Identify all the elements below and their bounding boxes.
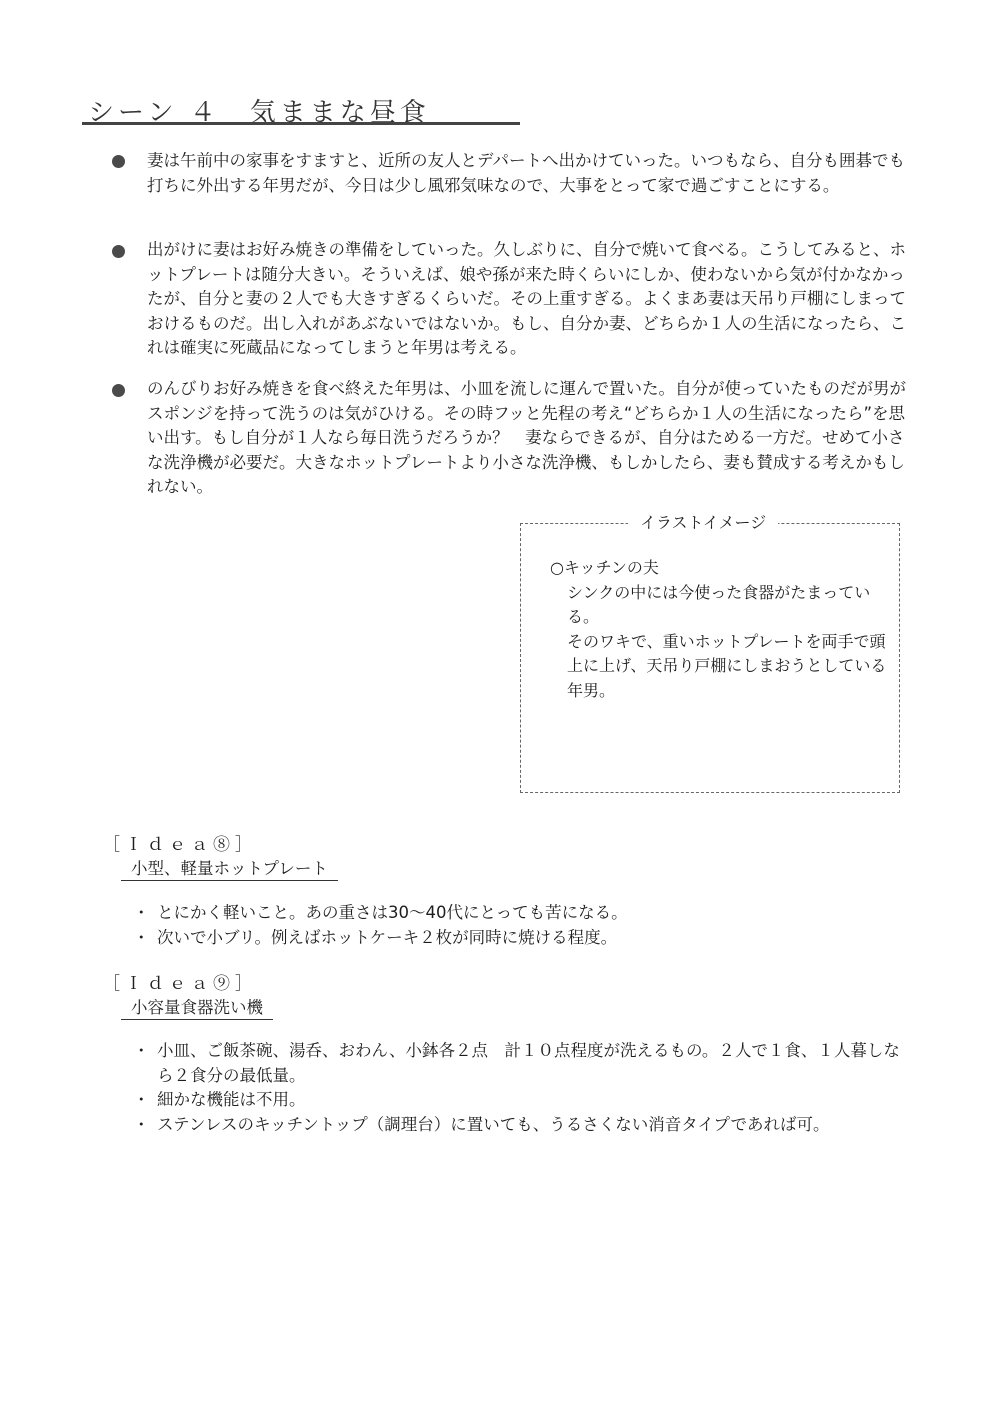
title-underline (82, 122, 520, 125)
idea-9-heading: ［Ｉｄｅａ⑨］ (103, 974, 257, 994)
dot-icon: ・ (133, 1114, 150, 1134)
paragraph-3: のんびりお好み焼きを食べ終えた年男は、小皿を流しに運んで置いた。自分が使っていたものだが男がスポンジを持って洗うのは気がひける。その時フッと先程の考え“どちらか１人の生活になったら”を思い出す。もし自分が１人なら毎日洗うだろうか？ 妻ならできるが、自分はためる一方だ。せめて小さな洗浄機が必要だ。大きなホットプレートより小さな洗浄機、もしかしたら、妻も賛成する考えかもしれない。 (147, 379, 906, 496)
dot-icon: ・ (133, 1041, 150, 1060)
illustration-description (550, 556, 890, 703)
illustration-line-1: シンクの中には今使った食器がたまっている。 (567, 582, 871, 626)
list-item-text: 小皿、ご飯茶碗、湯呑、おわん、小鉢各２点 計１０点程度が洗えるもの。２人で１食、１人暮しなら２食分の最低量。 (157, 1041, 900, 1085)
illustration-line-2: そのワキで、重いホットプレートを両手で頭上に上げ、天吊り戸棚にしまおうとしている年男。 (567, 631, 887, 700)
list-item-text: 細かな機能は不用。 (157, 1090, 306, 1109)
bullet-icon (112, 245, 125, 258)
dot-icon: ・ (133, 927, 150, 947)
list-item-text: ステンレスのキッチントップ（調理台）に置いても、うるさくない消音タイプであれば可。 (157, 1114, 830, 1134)
list-item (133, 926, 913, 951)
idea-9-subtitle: 小容量食器洗い機 (121, 994, 273, 1020)
paragraph-1: 妻は午前中の家事をすますと、近所の友人とデパートへ出かけていった。いつもなら、自分も囲碁でも打ちに外出する年男だが、今日は少し風邪気味なので、大事をとって家で過ごすことにする。 (147, 151, 906, 195)
list-item (133, 1113, 913, 1138)
idea-8-list (133, 901, 913, 950)
illustration-heading: ○キッチンの夫 (550, 558, 659, 577)
list-item-text: 次いで小ブリ。例えばホットケーキ２枚が同時に焼ける程度。 (157, 927, 618, 947)
paragraph-2: 出がけに妻はお好み焼きの準備をしていった。久しぶりに、自分で焼いて食べる。こうしてみると、ホットプレートは随分大きい。そういえば、娘や孫が来た時くらいにしか、使わないから気が付かなかったが、自分と妻の２人でも大きすぎるくらいだ。その上重すぎる。よくまあ妻は天吊り戸棚にしまっておけるものだ。出し入れがあぶないではないか。もし、自分か妻、どちらか１人の生活になったら、これは確実に死蔵品になってしまうと年男は考える。 (147, 240, 906, 357)
illustration-label: イラストイメージ (628, 511, 778, 535)
list-item (133, 901, 913, 926)
dot-icon: ・ (133, 903, 150, 922)
list-item (133, 1039, 913, 1088)
idea-9-list (133, 1039, 913, 1137)
list-item (133, 1088, 913, 1113)
bullet-icon (112, 384, 125, 397)
dot-icon: ・ (133, 1090, 150, 1109)
bullet-icon (112, 155, 125, 168)
list-item-text: とにかく軽いこと。あの重さは30～40代にとっても苦になる。 (157, 903, 628, 922)
scene-title: シーン ４ 気ままな昼食 (88, 98, 430, 128)
idea-8-heading: ［Ｉｄｅａ⑧］ (103, 835, 257, 855)
idea-8-subtitle: 小型、軽量ホットプレート (121, 855, 338, 881)
